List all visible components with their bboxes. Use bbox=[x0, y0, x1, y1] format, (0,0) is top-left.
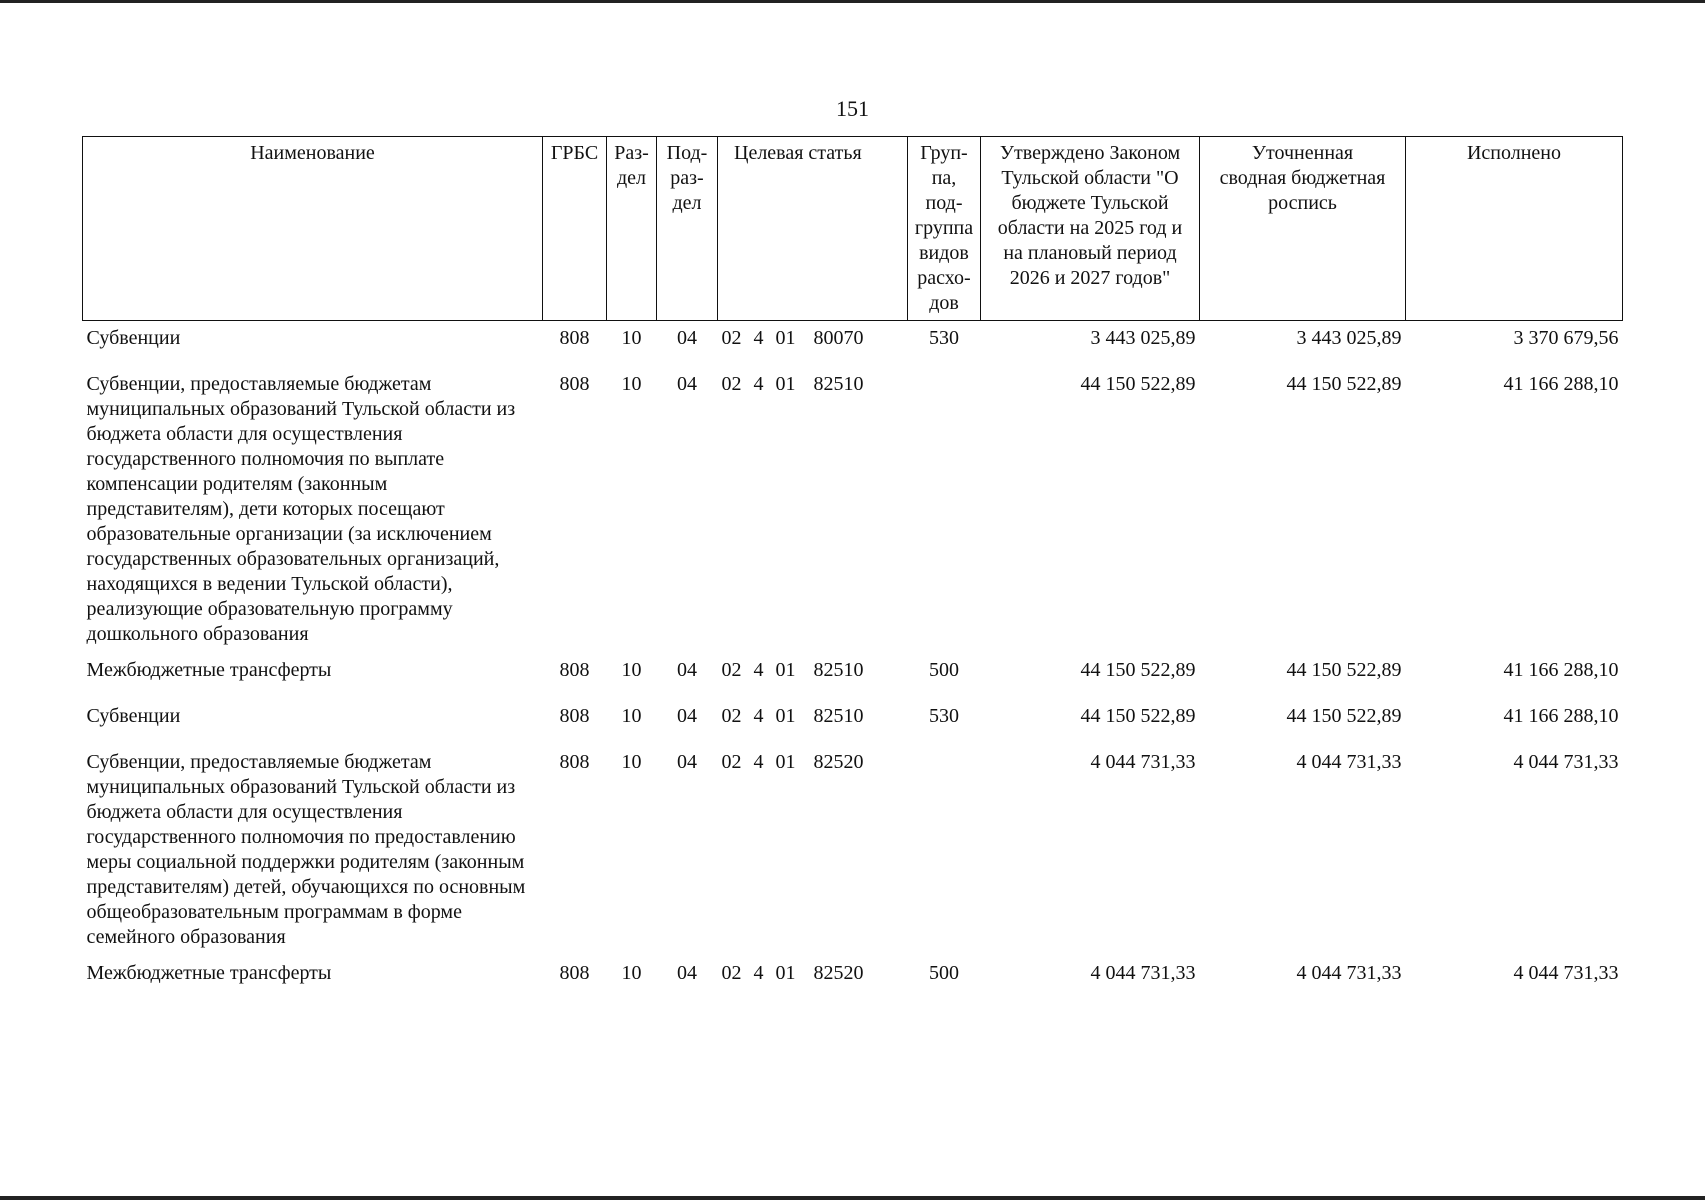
row-target-article bbox=[718, 699, 908, 745]
row-grbs: 808 bbox=[559, 962, 590, 984]
target-article-part: 02 bbox=[721, 327, 742, 349]
row-grbs: 808 bbox=[559, 705, 590, 727]
target-article-part: 4 bbox=[753, 659, 764, 681]
row-target-article bbox=[718, 956, 908, 1002]
target-article-part: 82510 bbox=[813, 659, 864, 681]
target-article-part: 82510 bbox=[813, 705, 864, 727]
target-article-part: 4 bbox=[753, 751, 764, 773]
header-approved: Утверждено Законом Тульской области "О бюджете Тульской области на 2025 год и на плановый период 2026 и 2027 годов" bbox=[981, 137, 1200, 321]
row-refined: 4 044 731,33 bbox=[1296, 962, 1402, 984]
scan-top-edge bbox=[0, 0, 1705, 3]
header-group: Груп- па, под- группа видов расхо- дов bbox=[908, 137, 981, 321]
table-row bbox=[83, 653, 1623, 699]
row-name: Субвенции bbox=[86, 705, 181, 727]
row-target-article bbox=[718, 653, 908, 699]
header-name: Наименование bbox=[83, 137, 543, 321]
target-article-part: 02 bbox=[721, 373, 742, 395]
row-grbs: 808 bbox=[559, 659, 590, 681]
target-article-part: 01 bbox=[775, 751, 796, 773]
row-group: 500 bbox=[929, 962, 959, 984]
row-razdel: 10 bbox=[621, 659, 642, 681]
row-executed: 41 166 288,10 bbox=[1503, 705, 1619, 727]
row-name: Субвенции, предоставляемые бюджетам муниципальных образований Тульской области из бюджета области для осуществления государственного полномочия по выплате компенсации родителям (законным представителям), дети которых посещают образовательные организации (за исключением государственных образовательных организаций, находящихся в ведении Тульской области), реализующие образовательную программу дошкольного образования bbox=[86, 373, 516, 645]
row-grbs: 808 bbox=[559, 373, 590, 395]
row-group: 500 bbox=[929, 659, 959, 681]
row-razdel: 10 bbox=[621, 327, 642, 349]
row-grbs: 808 bbox=[559, 751, 590, 773]
table-row bbox=[83, 745, 1623, 956]
budget-table bbox=[82, 136, 1623, 1002]
table-row bbox=[83, 367, 1623, 653]
row-executed: 4 044 731,33 bbox=[1513, 962, 1619, 984]
header-razdel: Раз- дел bbox=[607, 137, 657, 321]
target-article-part: 4 bbox=[753, 705, 764, 727]
row-podrazdel: 04 bbox=[677, 659, 697, 681]
row-group: 530 bbox=[929, 705, 959, 727]
row-podrazdel: 04 bbox=[677, 751, 697, 773]
row-group bbox=[908, 745, 981, 956]
row-refined: 44 150 522,89 bbox=[1286, 705, 1402, 727]
row-razdel: 10 bbox=[621, 373, 642, 395]
row-executed: 41 166 288,10 bbox=[1503, 659, 1619, 681]
row-executed: 4 044 731,33 bbox=[1513, 751, 1619, 773]
target-article-part: 01 bbox=[775, 705, 796, 727]
row-podrazdel: 04 bbox=[677, 962, 697, 984]
target-article-part: 82510 bbox=[813, 373, 864, 395]
target-article-part: 01 bbox=[775, 373, 796, 395]
row-group: 530 bbox=[929, 327, 959, 349]
target-article-part: 02 bbox=[721, 659, 742, 681]
row-razdel: 10 bbox=[621, 705, 642, 727]
target-article-part: 01 bbox=[775, 327, 796, 349]
row-podrazdel: 04 bbox=[677, 327, 697, 349]
row-refined: 44 150 522,89 bbox=[1286, 373, 1402, 395]
row-approved: 4 044 731,33 bbox=[1090, 962, 1196, 984]
target-article-part: 82520 bbox=[813, 751, 864, 773]
target-article-part: 01 bbox=[775, 962, 796, 984]
target-article-part: 80070 bbox=[813, 327, 864, 349]
row-razdel: 10 bbox=[621, 962, 642, 984]
row-name: Субвенции, предоставляемые бюджетам муниципальных образований Тульской области из бюджета области для осуществления государственного полномочия по предоставлению меры социальной поддержки родителям (законным представителям) детей, обучающихся по основным общеобразовательным программам в форме семейного образования bbox=[86, 751, 526, 948]
target-article-part: 02 bbox=[721, 705, 742, 727]
row-refined: 3 443 025,89 bbox=[1296, 327, 1402, 349]
row-target-article bbox=[718, 745, 908, 956]
table-row bbox=[83, 956, 1623, 1002]
row-target-article bbox=[718, 367, 908, 653]
row-podrazdel: 04 bbox=[677, 705, 697, 727]
row-name: Межбюджетные трансферты bbox=[86, 962, 332, 984]
row-name: Межбюджетные трансферты bbox=[86, 659, 332, 681]
target-article-part: 02 bbox=[721, 962, 742, 984]
row-podrazdel: 04 bbox=[677, 373, 697, 395]
table-row bbox=[83, 699, 1623, 745]
header-target-article: Целевая статья bbox=[718, 137, 908, 321]
row-approved: 44 150 522,89 bbox=[1080, 659, 1196, 681]
header-podrazdel: Под- раз- дел bbox=[657, 137, 718, 321]
row-razdel: 10 bbox=[621, 751, 642, 773]
row-refined: 4 044 731,33 bbox=[1296, 751, 1402, 773]
table-row bbox=[83, 321, 1623, 368]
row-executed: 41 166 288,10 bbox=[1503, 373, 1619, 395]
row-grbs: 808 bbox=[559, 327, 590, 349]
row-approved: 44 150 522,89 bbox=[1080, 705, 1196, 727]
row-name: Субвенции bbox=[86, 327, 181, 349]
row-executed: 3 370 679,56 bbox=[1513, 327, 1619, 349]
row-target-article bbox=[718, 321, 908, 368]
header-executed: Исполнено bbox=[1406, 137, 1623, 321]
target-article-part: 02 bbox=[721, 751, 742, 773]
page-number: 151 bbox=[836, 96, 869, 121]
header-refined: Уточненная сводная бюджетная роспись bbox=[1200, 137, 1406, 321]
header-row bbox=[83, 137, 1623, 321]
row-group bbox=[908, 367, 981, 653]
target-article-part: 4 bbox=[753, 327, 764, 349]
row-approved: 3 443 025,89 bbox=[1090, 327, 1196, 349]
scan-bottom-edge bbox=[0, 1196, 1705, 1200]
row-refined: 44 150 522,89 bbox=[1286, 659, 1402, 681]
row-approved: 44 150 522,89 bbox=[1080, 373, 1196, 395]
target-article-part: 82520 bbox=[813, 962, 864, 984]
target-article-part: 4 bbox=[753, 962, 764, 984]
row-approved: 4 044 731,33 bbox=[1090, 751, 1196, 773]
target-article-part: 4 bbox=[753, 373, 764, 395]
header-grbs: ГРБС bbox=[543, 137, 607, 321]
target-article-part: 01 bbox=[775, 659, 796, 681]
